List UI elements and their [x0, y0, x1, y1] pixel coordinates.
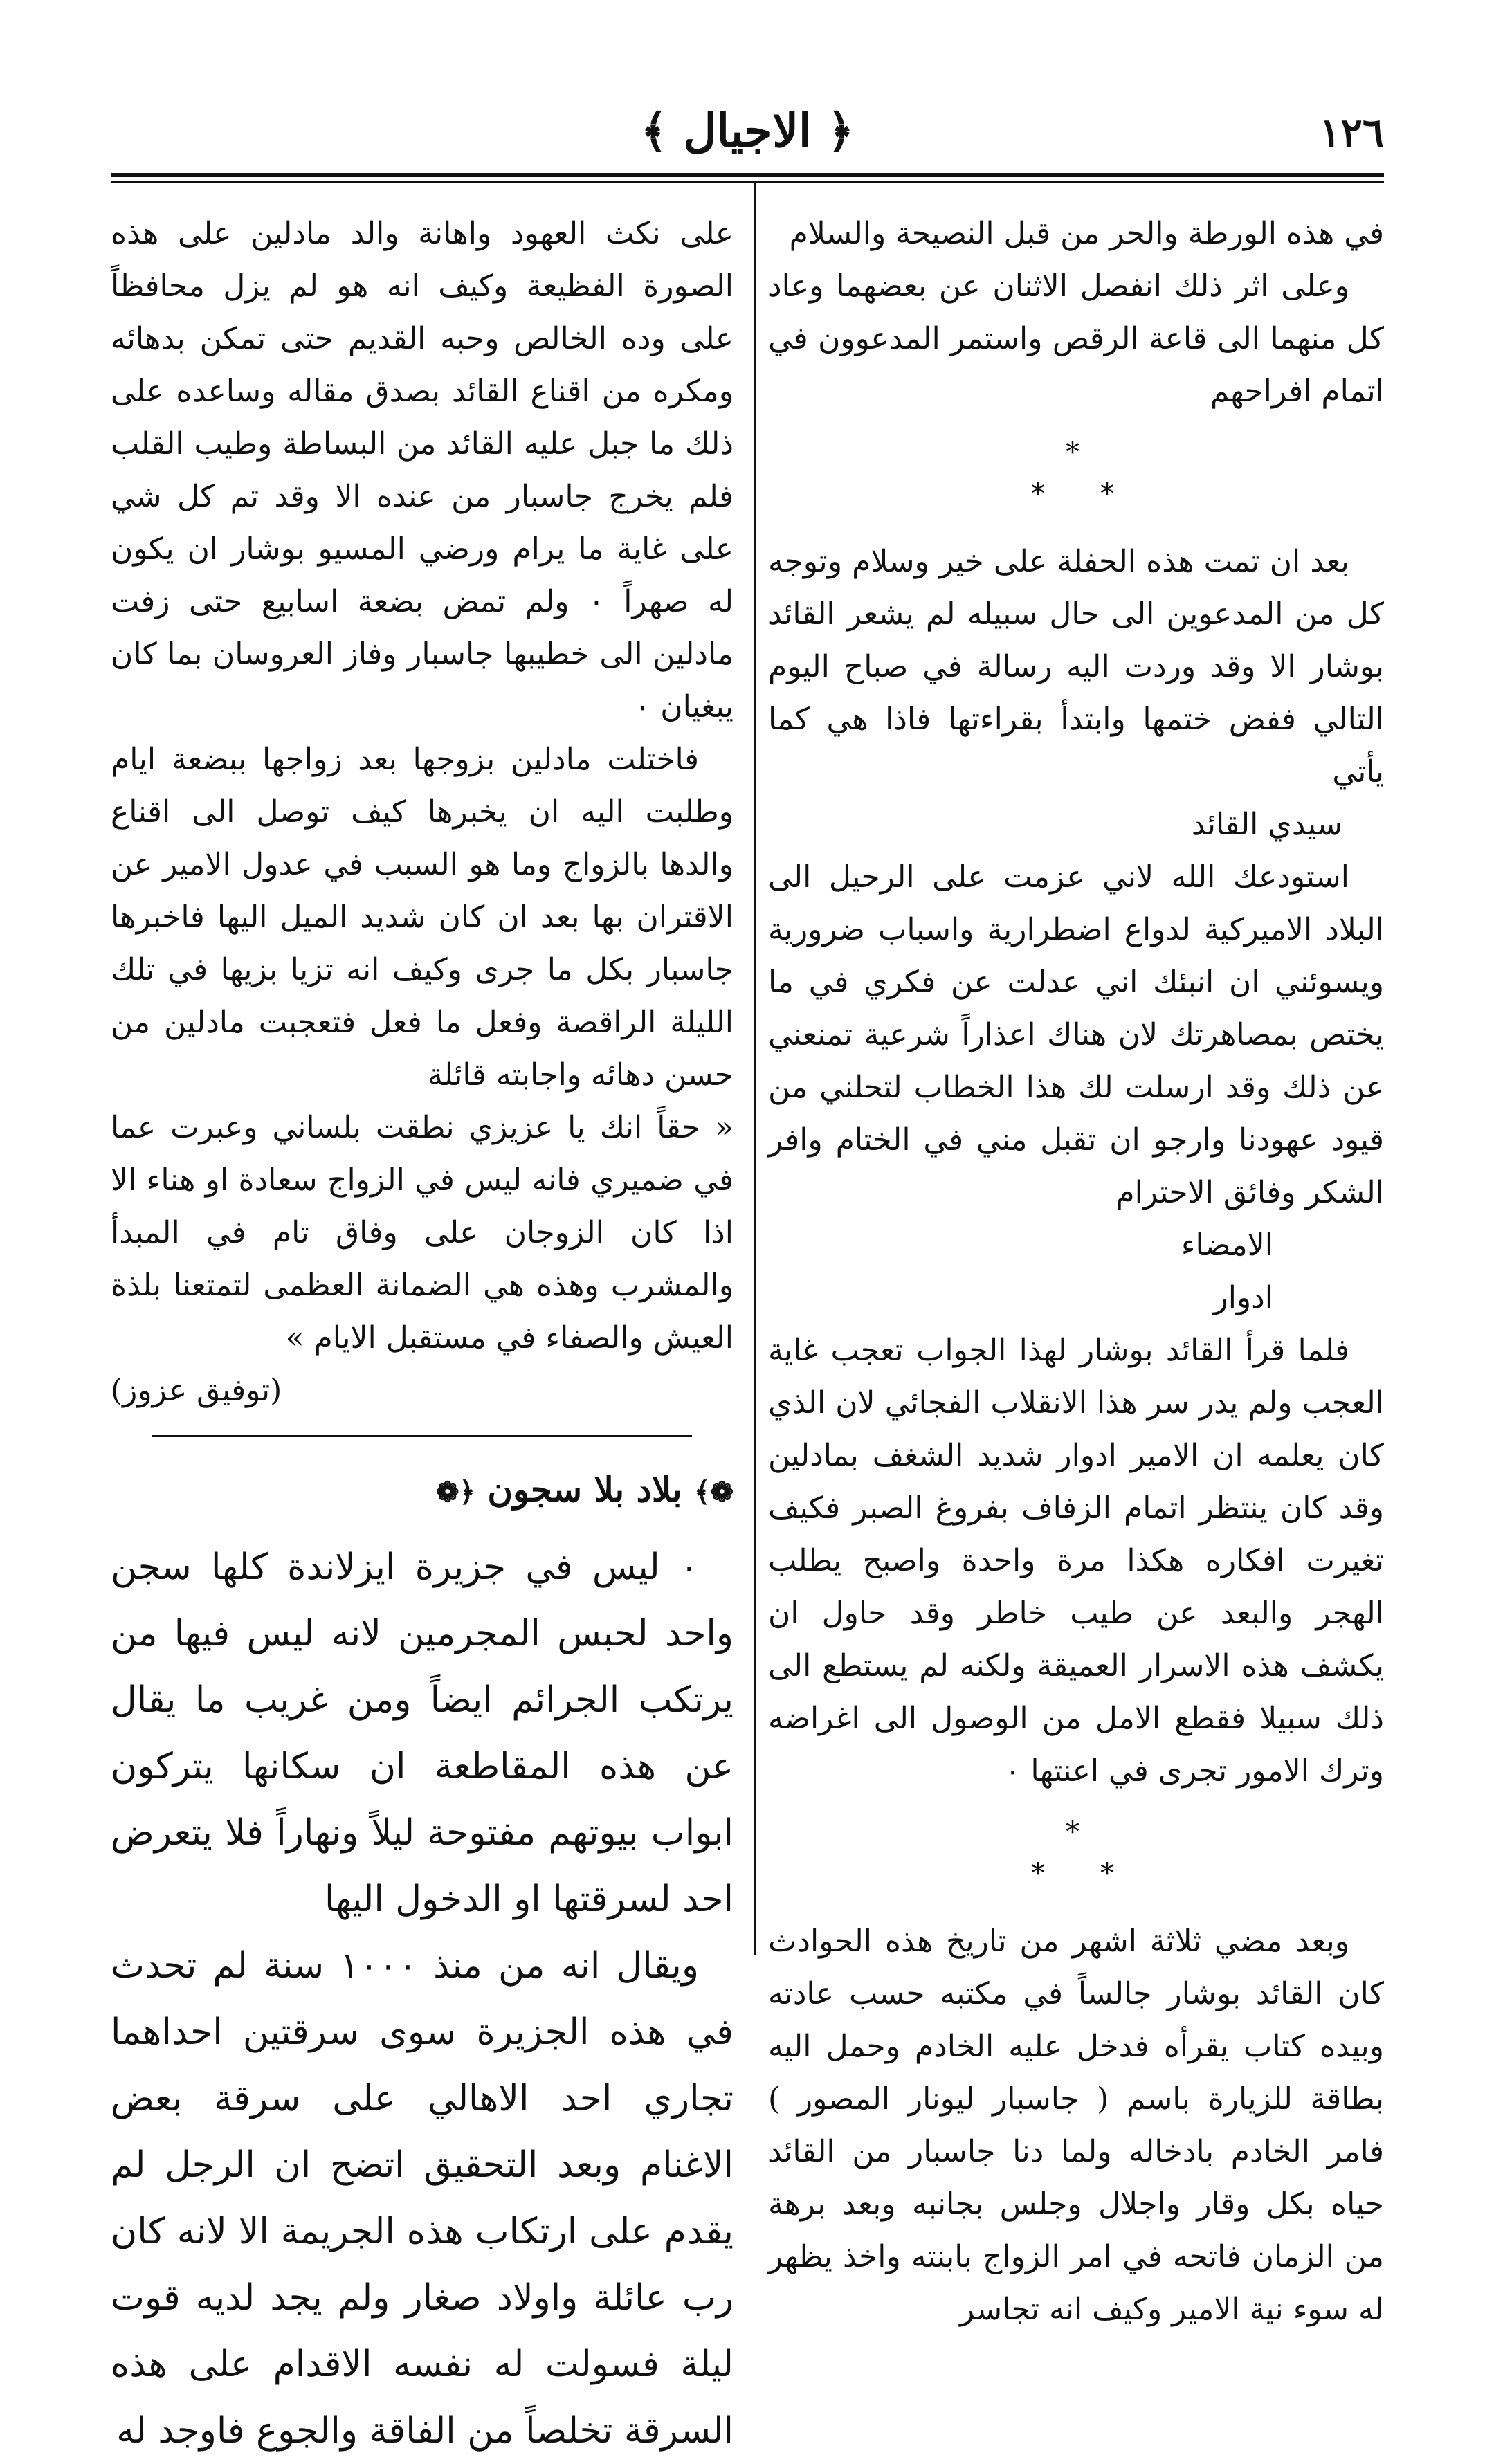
star-ornament: *: [1031, 1858, 1045, 1890]
ornament-icon: ❁﴾: [694, 1476, 734, 1508]
right-column: [768, 208, 1384, 2336]
section-stars: [768, 418, 1384, 536]
paragraph: ٠ ليس في جزيرة ايزلاندة كلها سجن واحد لحبس المجرمين لانه ليس فيها من يرتكب الجرائم ايضاً ومن غريب ما يقال عن هذه المقاطعة ان سكانها يتركون ابواب بيوتهم مفتوحة ليلاً ونهاراً فلا يتعرض احد لسرقتها او الدخول اليها: [111, 1546, 734, 1920]
section-rule: [152, 1435, 692, 1437]
paragraph: فاختلت مادلين بزوجها بعد زواجها ببضعة ايام وطلبت اليه ان يخبرها كيف توصل الى اقناع والدها بالزواج وما هو السبب في عدول الامير عن الاقتران بها بعد ان كان شديد الميل اليها فاخبرها جاسبار بكل ما جرى وكيف انه تزيا بزيها في تلك الليلة الراقصة وفعل ما فعل فتعجبت مادلين من حسن دهائه واجابته قائلة: [111, 742, 734, 1093]
star-ornament: *: [1100, 478, 1114, 510]
section-stars: [768, 1798, 1384, 1915]
left-column: [111, 208, 734, 2464]
star-ornament: *: [1066, 1816, 1079, 1848]
star-ornament: *: [1031, 478, 1045, 510]
star-ornament: *: [1066, 437, 1079, 468]
paragraph: بعد ان تمت هذه الحفلة على خير وسلام وتوجه كل من المدعوين الى حال سبيله لم يشعر القائد بوشار الا وقد وردت اليه رسالة في صباح اليوم التالي ففض ختمها وابتدأ بقراءتها فاذا هي كما يأتي: [768, 544, 1384, 790]
ornament-icon: ﴿❁: [435, 1476, 475, 1508]
letter-greeting: سيدي القائد: [1191, 807, 1342, 842]
quote-paragraph: « حقاً انك يا عزيزي نطقت بلساني وعبرت عما في ضميري فانه ليس في الزواج سعادة او هناء الا اذا كان الزوجان على وفاق تام في المبدأ والمشرب وهذه هي الضمانة العظمى لتمتعنا بلذة العيش والصفاء في مستقبل الايام »: [111, 1110, 734, 1356]
signature-name: ادوار: [1213, 1280, 1273, 1315]
column-divider: [754, 183, 756, 1955]
page-header: [111, 104, 1384, 166]
paragraph: على نكث العهود واهانة والد مادلين على هذه الصورة الفظيعة وكيف انه هو لم يزل محافظاً على وده الخالص وحبه القديم حتى تمكن بدهائه ومكره من اقناع القائد بصدق مقاله وساعده على ذلك ما جبل عليه القائد من البساطة وطيب القلب فلم يخرج جاسبار من عنده الا وقد تم كل شي على غاية ما يرام ورضي المسيو بوشار ان يكون له صهراً ٠ ولم تمض بضعة اسابيع حتى زفت مادلين الى خطيبها جاسبار وفاز العروسان بما كان يبغيان ٠: [111, 216, 734, 724]
paragraph: فلما قرأ القائد بوشار لهذا الجواب تعجب غاية العجب ولم يدر سر هذا الانقلاب الفجائي لان الذي كان يعلمه ان الامير ادوار شديد الشغف بمادلين وقد كان ينتظر اتمام الزفاف بفروغ الصبر فكيف تغيرت افكاره هكذا مرة واحدة واصبح يطلب الهجر والبعد عن طيب خاطر وقد حاول ان يكشف هذه الاسرار العميقة ولكنه لم يستطع الى ذلك سبيلا فقطع الامل من الوصول الى اغراضه وترك الامور تجرى في اعنتها ٠: [768, 1333, 1384, 1789]
author-credit: (توفيق عزوز): [111, 1373, 282, 1408]
section-title: [111, 1462, 734, 1520]
star-ornament: *: [1100, 1858, 1114, 1890]
section-title-text: بلاد بلا سجون: [487, 1469, 682, 1510]
header-rule: [111, 173, 1384, 177]
paragraph: وبعد مضي ثلاثة اشهر من تاريخ هذه الحوادث كان القائد بوشار جالساً في مكتبه حسب عادته وبيده كتاب يقرأه فدخل عليه الخادم وحمل اليه بطاقة للزيارة باسم ( جاسبار ليونار المصور ) فامر الخادم بادخاله ولما دنا جاسبار من القائد حياه بكل وقار واجلال وجلس بجانبه وبعد برهة من الزمان فاتحه في امر الزواج بابنته واخذ يظهر له سوء نية الامير وكيف انه تجاسر: [768, 1924, 1384, 2327]
page-number: ١٢٦: [1319, 109, 1384, 156]
header-rule-thin: [111, 181, 1384, 183]
running-title: ﴿ الاجيال ﴾: [640, 104, 855, 158]
paragraph: في هذه الورطة والحر من قبل النصيحة والسلام: [789, 216, 1384, 251]
paragraph: ويقال انه من منذ ١٠٠٠ سنة لم تحدث في هذه الجزيرة سوى سرقتين احداهما تجاري احد الاهالي على سرقة بعض الاغنام وبعد التحقيق اتضح ان الرجل لم يقدم على ارتكاب هذه الجريمة الا لانه كان رب عائلة واولاد صغار ولم يجد لديه قوت ليلة فسولت له نفسه الاقدام على هذه السرقة تخلصاً من الفاقة والجوع فاوجد له: [111, 1945, 734, 2452]
letter-body: استودعك الله لاني عزمت على الرحيل الى البلاد الاميركية لدواع اضطرارية واسباب ضرورية ويسوئني ان انبئك اني عدلت عن فكري في ما يختص بمصاهرتك لان هناك اعذاراً شرعية تمنعني عن ذلك وقد ارسلت لك هذا الخطاب لتحلني من قيود عهودنا وارجو ان تقبل مني في الختام وافر الشكر وفائق الاحترام: [768, 859, 1384, 1210]
signature-label: الامضاء: [1181, 1228, 1273, 1263]
paragraph: وعلى اثر ذلك انفصل الاثنان عن بعضهما وعاد كل منهما الى قاعة الرقص واستمر المدعوون في اتمام افراحهم: [768, 268, 1384, 409]
